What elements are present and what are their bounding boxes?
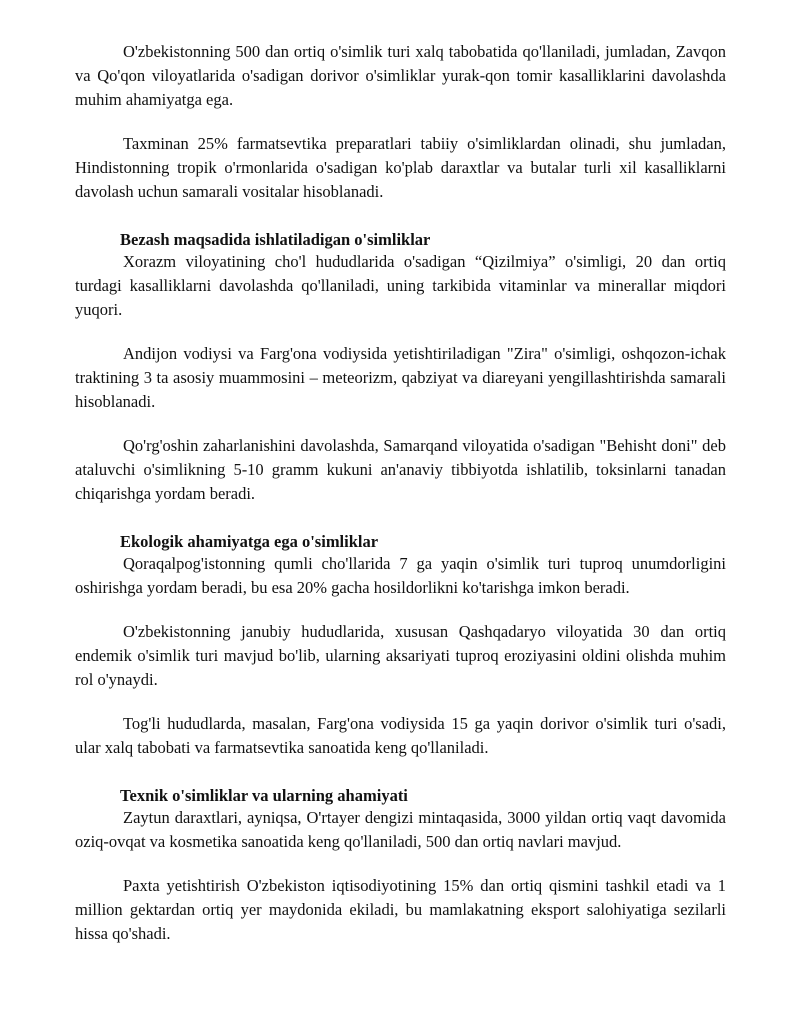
paragraph: Qoraqalpog'istonning qumli cho'llarida 7 ga yaqin o'simlik turi tuproq unumdorligini oshirishga yordam beradi, bu esa 20% gacha hosildorlikni ko'tarishga imkon beradi.	[75, 554, 726, 597]
paragraph: Tog'li hududlarda, masalan, Farg'ona vodiysida 15 ga yaqin dorivor o'simlik turi o'sadi, ular xalq tabobati va farmatsevtika sanoatida keng qo'llaniladi.	[75, 714, 726, 757]
section-heading: Ekologik ahamiyatga ega o'simliklar	[120, 532, 379, 551]
paragraph: Taxminan 25% farmatsevtika preparatlari tabiiy o'simliklardan olinadi, shu jumladan, Hindistonning tropik o'rmonlarida o'sadigan ko'plab daraxtlar va butalar turli xil kasalliklarni davolash uchun samarali vositalar hisoblanadi.	[75, 134, 726, 201]
paragraph: Xorazm viloyatining cho'l hududlarida o'sadigan “Qizilmiya” o'simligi, 20 dan ortiq turdagi kasalliklarni davolashda qo'llaniladi, uning tarkibida vitaminlar va minerallar miqdori yuqori.	[75, 252, 726, 319]
paragraph: O'zbekistonning janubiy hududlarida, xususan Qashqadaryo viloyatida 30 dan ortiq endemik o'simlik turi mavjud bo'lib, ularning aksariyati tuproq eroziyasini oldini olishda muhim rol o'ynaydi.	[75, 622, 726, 689]
paragraph: Zaytun daraxtlari, ayniqsa, O'rtayer dengizi mintaqasida, 3000 yildan ortiq vaqt davomida oziq-ovqat va kosmetika sanoatida keng qo'llaniladi, 500 dan ortiq navlari mavjud.	[75, 808, 726, 851]
paragraph: Andijon vodiysi va Farg'ona vodiysida yetishtiriladigan "Zira" o'simligi, oshqozon-ichak traktining 3 ta asosiy muammosini – meteorizm, qabziyat va diareyani yengillashtirishda samarali hisoblanadi.	[75, 344, 726, 411]
paragraph: Paxta yetishtirish O'zbekiston iqtisodiyotining 15% dan ortiq qismini tashkil etadi va 1 million gektardan ortiq yer maydonida ekiladi, bu mamlakatning eksport salohiyatiga sezilarli hissa qo'shadi.	[75, 876, 726, 943]
section-heading: Bezash maqsadida ishlatiladigan o'simliklar	[120, 230, 431, 249]
paragraph: O'zbekistonning 500 dan ortiq o'simlik turi xalq tabobatida qo'llaniladi, jumladan, Zavqon va Qo'qon viloyatlarida o'sadigan dorivor o'simliklar yurak-qon tomir kasalliklarini davolashda muhim ahamiyatga ega.	[75, 42, 726, 109]
document-page	[75, 40, 726, 966]
paragraph: Qo'rg'oshin zaharlanishini davolashda, Samarqand viloyatida o'sadigan "Behisht doni" deb ataluvchi o'simlikning 5-10 gramm kukuni an'anaviy tibbiyotda ishlatilib, toksinlarni tanadan chiqarishga yordam beradi.	[75, 436, 726, 503]
section-heading: Texnik o'simliklar va ularning ahamiyati	[120, 786, 408, 805]
